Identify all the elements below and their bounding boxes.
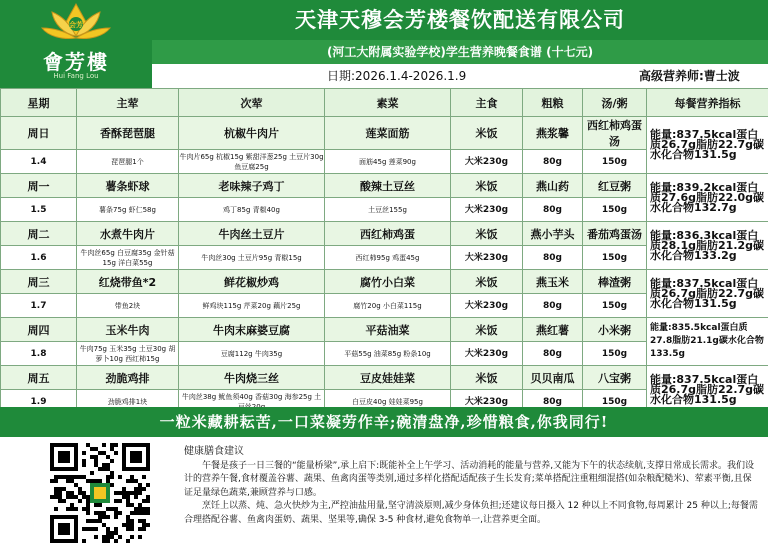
column-header: 每餐营养指标	[647, 89, 768, 117]
staple-quantity: 大米230g	[451, 294, 523, 318]
date-cell: 1.8	[1, 342, 77, 366]
date-cell: 1.9	[1, 390, 77, 414]
soup-cell: 西红柿鸡蛋汤	[583, 117, 647, 150]
staple-cell: 米饭	[451, 318, 523, 342]
logo-name: 會芳樓	[43, 50, 109, 74]
coarse-grain-cell: 燕小芋头	[523, 222, 583, 246]
vegetable-dish-cell: 腐竹小白菜	[325, 270, 451, 294]
main-dish-cell: 玉米牛肉	[77, 318, 179, 342]
advice-title: 健康膳食建议	[184, 446, 244, 457]
vegetable-dish-quantity: 面筋45g 莲菜90g	[325, 150, 451, 174]
soup-quantity: 150g	[583, 246, 647, 270]
dish-row	[1, 318, 768, 342]
dish-row	[1, 222, 768, 246]
date-range: 日期:2026.1.4-2026.1.9	[327, 69, 467, 83]
second-dish-quantity: 鲜鸡块115g 芹菜20g 藕片25g	[179, 294, 325, 318]
menu-subtitle: (河工大附属实验学校)学生营养晚餐食谱 (十七元)	[152, 40, 768, 64]
column-header: 粗粮	[523, 89, 583, 117]
staple-quantity: 大米230g	[451, 342, 523, 366]
main-dish-cell: 薯条虾球	[77, 174, 179, 198]
vegetable-dish-quantity: 西红柿95g 鸡蛋45g	[325, 246, 451, 270]
weekday: 周五	[1, 366, 77, 390]
vegetable-dish-cell: 平菇油菜	[325, 318, 451, 342]
second-dish-cell: 杭椒牛肉片	[179, 117, 325, 150]
staple-quantity: 大米230g	[451, 150, 523, 174]
coarse-grain-cell: 燕玉米	[523, 270, 583, 294]
column-header: 主食	[451, 89, 523, 117]
dish-row	[1, 270, 768, 294]
main-dish-cell: 水煮牛肉片	[77, 222, 179, 246]
main-dish-quantity: 劲脆鸡排1块	[77, 390, 179, 414]
date-cell: 1.6	[1, 246, 77, 270]
main-dish-cell: 红烧带鱼*2	[77, 270, 179, 294]
nutrition-cell: 能量:835.5kcal蛋白质27.8脂肪21.1g碳水化合物133.5g	[647, 318, 768, 366]
staple-quantity: 大米230g	[451, 390, 523, 414]
nutrition-cell: 能量:837.5kcal蛋白质26.7g脂肪22.7g碳水化合物131.5g	[647, 270, 768, 318]
vegetable-dish-cell: 莲菜面筋	[325, 117, 451, 150]
weekday: 周日	[1, 117, 77, 150]
company-title: 天津天穆会芳楼餐饮配送有限公司	[152, 0, 768, 40]
column-header: 星期	[1, 89, 77, 117]
main-dish-cell: 劲脆鸡排	[77, 366, 179, 390]
main-dish-cell: 香酥琵琶腿	[77, 117, 179, 150]
second-dish-quantity: 鸡丁85g 青椒40g	[179, 198, 325, 222]
staple-cell: 米饭	[451, 270, 523, 294]
date-cell: 1.7	[1, 294, 77, 318]
staple-quantity: 大米230g	[451, 246, 523, 270]
nutrition-cell: 能量:837.5kcal蛋白质26.7g脂肪22.7g碳水化合物131.5g	[647, 366, 768, 414]
coarse-grain-cell: 燕浆馨	[523, 117, 583, 150]
second-dish-cell: 牛肉烧三丝	[179, 366, 325, 390]
second-dish-quantity: 牛肉丝38g 鱿鱼须40g 香菇30g 海参25g 土	[179, 390, 325, 414]
coarse-grain-cell: 燕红薯	[523, 318, 583, 342]
vegetable-dish-cell: 酸辣土豆丝	[325, 174, 451, 198]
coarse-grain-quantity: 80g	[523, 150, 583, 174]
qr-code-area	[0, 437, 178, 550]
coarse-grain-quantity: 80g	[523, 390, 583, 414]
soup-cell: 小米粥	[583, 318, 647, 342]
soup-quantity: 150g	[583, 198, 647, 222]
second-dish-cell: 鲜花椒炒鸡	[179, 270, 325, 294]
main-dish-quantity: 琵琶腿1个	[77, 150, 179, 174]
nutritionist: 高级营养师:曹士波	[639, 69, 740, 83]
company-logo	[0, 0, 152, 88]
soup-cell: 红豆粥	[583, 174, 647, 198]
staple-cell: 米饭	[451, 366, 523, 390]
soup-quantity: 150g	[583, 342, 647, 366]
main-dish-quantity: 带鱼2块	[77, 294, 179, 318]
advice-paragraph: 烹饪上以蒸、炖、急火快炒为主,严控油盐用量,坚守清淡原则,减少身体负担;还建议每日摄入 12 种以上不同食物,每周累计 25 种以上;每餐需合理搭配谷薯、鱼禽肉蛋奶、蔬果、坚果等,确保 3-5 种食材,避免食物单一,让营养更全面。	[184, 501, 758, 525]
qr-code-icon	[50, 443, 150, 543]
second-dish-cell: 牛肉末麻婆豆腐	[179, 318, 325, 342]
coarse-grain-quantity: 80g	[523, 342, 583, 366]
soup-cell: 八宝粥	[583, 366, 647, 390]
coarse-grain-cell: 燕山药	[523, 174, 583, 198]
main-dish-quantity: 牛肉丝65g 白豆腐35g 金针菇15g 洋白菜55g	[77, 246, 179, 270]
soup-cell: 棒渣粥	[583, 270, 647, 294]
second-dish-quantity: 牛肉片65g 杭椒15g 紫甜洋葱25g 土豆片30g 鱼豆腐25g	[179, 150, 325, 174]
coarse-grain-quantity: 80g	[523, 294, 583, 318]
soup-cell: 番茄鸡蛋汤	[583, 222, 647, 246]
second-dish-cell: 牛肉丝土豆片	[179, 222, 325, 246]
nutrition-cell: 能量:837.5kcal蛋白质26.7g脂肪22.7g碳水化合物131.5g	[647, 117, 768, 174]
coarse-grain-quantity: 80g	[523, 246, 583, 270]
second-dish-quantity: 牛肉丝30g 土豆片95g 青椒15g	[179, 246, 325, 270]
lotus-logo-icon	[40, 2, 112, 48]
menu-table	[0, 88, 768, 414]
slogan-banner: 一粒米藏耕耘苦,一口菜凝劳作辛;碗清盘净,珍惜粮食,你我同行!	[0, 407, 768, 437]
second-dish-quantity: 豆腐112g 牛肉35g	[179, 342, 325, 366]
soup-quantity: 150g	[583, 294, 647, 318]
staple-cell: 米饭	[451, 174, 523, 198]
advice-paragraph: 午餐是孩子一日三餐的“能量桥梁”,承上启下:既能补全上午学习、活动消耗的能量与营养,又能为下午的状态续航,支撑日常成长需求。我们设计的营养午餐,食材覆盖谷薯、蔬果、鱼禽肉蛋等类别,通过多样化搭配适配孩子生长发育;菜单搭配注重粗细混搭(如杂粮配糙米)、荤素平衡,且保证足量绿色蔬菜,兼顾营养与口感。	[184, 460, 754, 498]
logo-subtitle: Hui Fang Lou	[53, 72, 99, 80]
vegetable-dish-quantity: 土豆丝155g	[325, 198, 451, 222]
date-cell: 1.5	[1, 198, 77, 222]
coarse-grain-quantity: 80g	[523, 198, 583, 222]
weekday: 周三	[1, 270, 77, 294]
date-bar	[152, 64, 768, 88]
coarse-grain-cell: 贝贝南瓜	[523, 366, 583, 390]
vegetable-dish-cell: 豆皮娃娃菜	[325, 366, 451, 390]
weekday: 周四	[1, 318, 77, 342]
staple-cell: 米饭	[451, 117, 523, 150]
main-dish-quantity: 牛肉75g 玉米35g 土豆30g 胡萝卜10g 西红柿15g	[77, 342, 179, 366]
main-dish-quantity: 薯条75g 虾仁58g	[77, 198, 179, 222]
column-header: 次荤	[179, 89, 325, 117]
vegetable-dish-quantity: 白豆皮40g 娃娃菜95g	[325, 390, 451, 414]
vegetable-dish-cell: 西红柿鸡蛋	[325, 222, 451, 246]
soup-quantity: 150g	[583, 150, 647, 174]
column-header: 主荤	[77, 89, 179, 117]
soup-quantity: 150g	[583, 390, 647, 414]
column-header: 素菜	[325, 89, 451, 117]
dish-row	[1, 117, 768, 150]
diet-advice	[178, 437, 768, 550]
vegetable-dish-quantity: 平菇55g 油菜85g 粉条10g	[325, 342, 451, 366]
table-header-row	[1, 89, 768, 117]
second-dish-cell: 老味辣子鸡丁	[179, 174, 325, 198]
date-cell: 1.4	[1, 150, 77, 174]
svg-text:会芳: 会芳	[69, 20, 83, 29]
staple-cell: 米饭	[451, 222, 523, 246]
dish-row	[1, 174, 768, 198]
vegetable-dish-quantity: 腐竹20g 小白菜115g	[325, 294, 451, 318]
column-header: 汤/粥	[583, 89, 647, 117]
weekday: 周二	[1, 222, 77, 246]
weekday: 周一	[1, 174, 77, 198]
dish-row	[1, 366, 768, 390]
nutrition-cell: 能量:839.2kcal蛋白质27.6g脂肪22.0g碳水化合物132.7g	[647, 174, 768, 222]
nutrition-cell: 能量:836.3kcal蛋白质28.1g脂肪21.2g碳水化合物133.2g	[647, 222, 768, 270]
staple-quantity: 大米230g	[451, 198, 523, 222]
